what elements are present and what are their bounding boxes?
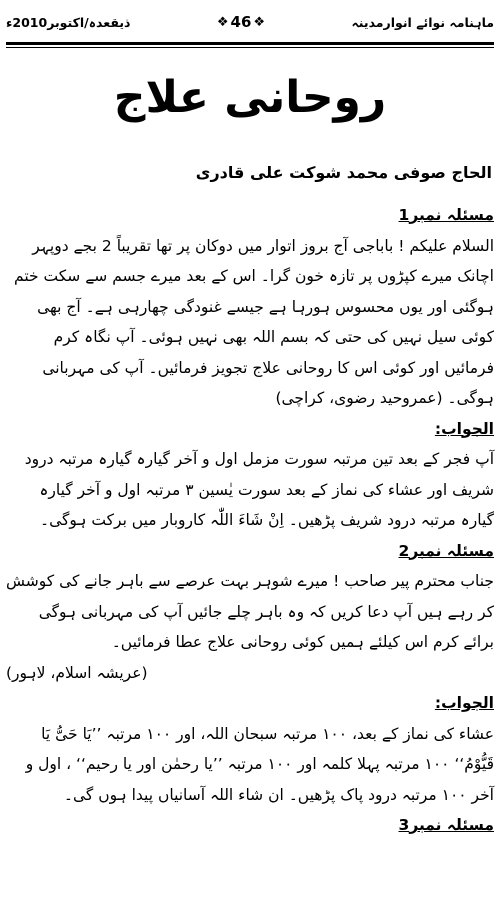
article-title: روحانی علاج — [113, 72, 387, 123]
question-2-body: جناب محترم پیر صاحب ! میرے شوہر بہت عرصے سے باہر جانے کی کوشش کر رہے ہیں آپ دعا کریں کہ وہ باہر چلے جائیں آپ کی مہربانی ہوگی برائے کرم اس کیلئے ہمیں کوئی روحانی علاج عطا فرمائیں۔ — [6, 572, 494, 651]
answer-1-text: آپ فجر کے بعد تین مرتبہ سورت مزمل اول و آخر گیارہ گیارہ مرتبہ درود شریف اور عشاء کی نماز کے بعد سورت یٰسین ۳ مرتبہ اول و آخر گیارہ گیارہ مرتبہ درود شریف پڑھیں۔ اِنْ شَاءَ اللّٰہ کاروبار میں برکت ہوگی۔ — [24, 450, 494, 529]
answer-2-text: عشاء کی نماز کے بعد، ۱۰۰ مرتبہ سبحان اللہ، اور ۱۰۰ مرتبہ ’’یَا حَیُّ یَا قَیُّوْمُ‘‘ ۱۰۰ مرتبہ پہلا کلمہ اور ۱۰۰ مرتبہ ’’یا رحمٰن اور یا رحیم‘‘ ، اول و آخر ۱۰۰ مرتبہ درود پاک پڑھیں۔ ان شاء اللہ آسانیاں پیدا ہوں گی۔ — [25, 724, 494, 804]
question-1-text — [6, 231, 494, 414]
question-1-body: السلام علیکم ! باباجی آج بروز اتوار میں دوکان پر تھا تقریباً 2 بجے دوپہر اچانک میرے کپڑوں پر تازہ خون گرا۔ اس کے بعد میرے جسم سے سکت ختم ہوگئی اور یوں محسوس ہورہا ہے جیسے غنودگی چھارہی ہے۔ آج بھی کوئی سیل نہیں کی حتی کہ بسم اللہ بھی نہیں ہوئی۔ آپ نگاہ کرم فرمائیں اور کوئی اس کا روحانی علاج تجویز فرمائیں۔ آپ کی مہربانی ہوگی۔ — [14, 236, 494, 407]
header-rule-thin — [6, 47, 494, 48]
page-number: 46 — [230, 13, 252, 31]
ornament-icon: ❖ — [253, 14, 266, 30]
question-2-signature: (عریشہ اسلام، لاہور) — [6, 663, 148, 682]
author-name: الحاج صوفی محمد شوکت علی قادری — [195, 163, 492, 182]
question-1-signature: (عمروحید رضوی، کراچی) — [275, 389, 443, 407]
magazine-name: ماہنامہ نوائے انوارمدینہ — [351, 14, 494, 30]
article-body — [6, 200, 494, 908]
answer-2-label: الجواب: — [434, 694, 494, 712]
question-2-label: مسئلہ نمبر2 — [398, 541, 494, 560]
header-rule — [6, 42, 494, 45]
question-2-text — [6, 566, 494, 688]
question-3-label: مسئلہ نمبر3 — [398, 816, 494, 834]
page-header — [6, 6, 494, 38]
question-1-label: مسئلہ نمبر1 — [398, 206, 494, 224]
issue-date: ذیقعدہ/اکتوبر2010ء — [6, 14, 131, 30]
ornament-icon: ❖ — [216, 14, 229, 30]
page-number-box — [217, 13, 265, 31]
answer-1-label: الجواب: — [434, 419, 494, 438]
